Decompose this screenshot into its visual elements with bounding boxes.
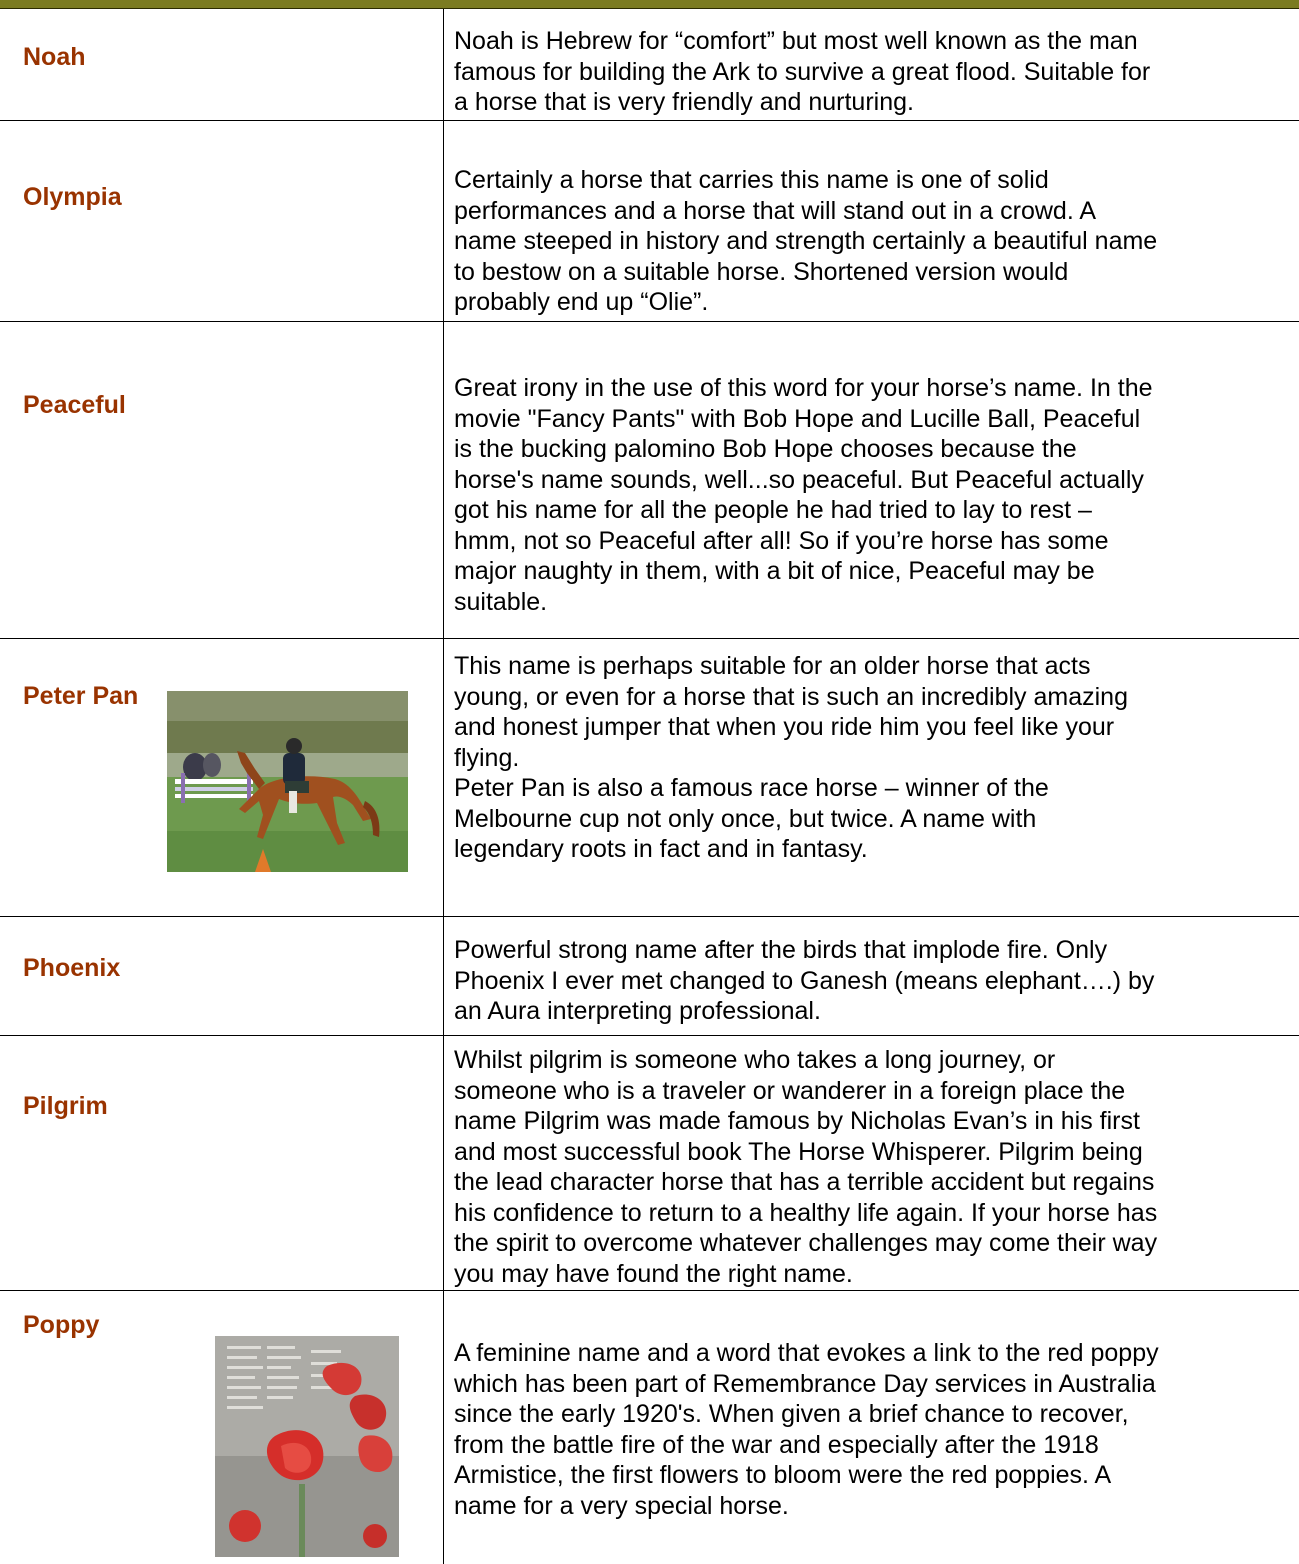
description-line: famous for building the Ark to survive a great flood. Suitable for [454,57,1151,86]
red-poppy-memorial-photo [215,1336,399,1557]
description-line: This name is perhaps suitable for an older horse that acts [454,652,1091,680]
horse-photo-illustration [167,691,408,872]
description-line: Armistice, the first flowers to bloom were the red poppies. A [454,1461,1112,1489]
description-line: hmm, not so Peaceful after all! So if you’re horse has some [454,526,1109,555]
horse-name-pilgrim: Pilgrim [23,1092,108,1120]
description-line: Certainly a horse that carries this name is one of solid [454,166,1049,194]
description-line: major naughty in them, with a bit of nice, Peaceful may be [454,557,1095,585]
description-olympia [454,165,1294,318]
description-line: performances and a horse that will stand out in a crowd. A [454,196,1097,225]
description-line: got his name for all the people he had tried to lay to rest – [454,496,1092,524]
description-noah [454,26,1294,118]
horse-name-noah: Noah [23,43,86,71]
horse-name-olympia: Olympia [23,183,122,211]
description-line: from the battle fire of the war and especially after the 1918 [454,1430,1099,1459]
description-line: his confidence to return to a healthy life again. If your horse has [454,1198,1158,1227]
description-poppy [454,1338,1294,1521]
description-line: to bestow on a suitable horse. Shortened version would [454,257,1069,286]
description-line: a horse that is very friendly and nurturing. [454,88,914,116]
description-line: flying. [454,743,520,772]
horse-name-peter-pan: Peter Pan [23,682,139,710]
description-line: since the early 1920's. When given a brief chance to recover, [454,1400,1129,1428]
description-line: Powerful strong name after the birds that implode fire. Only [454,936,1108,964]
description-line: suitable. [454,587,548,616]
description-line: name Pilgrim was made famous by Nicholas Evan’s in his first [454,1107,1140,1135]
poppy-photo-illustration [215,1336,399,1557]
description-line: probably end up “Olie”. [454,288,709,316]
description-line: Noah is Hebrew for “comfort” but most well known as the man [454,27,1138,55]
description-line: Peter Pan is also a famous race horse – winner of the [454,774,1049,802]
description-line: an Aura interpreting professional. [454,997,821,1025]
description-line: you may have found the right name. [454,1259,853,1288]
description-line: A feminine name and a word that evokes a link to the red poppy [454,1339,1159,1367]
description-line: movie "Fancy Pants" with Bob Hope and Lucille Ball, Peaceful [454,404,1141,433]
description-line: Melbourne cup not only once, but twice. A name with [454,804,1037,833]
description-line: and honest jumper that when you ride him you feel like your [454,713,1115,741]
description-line: name for a very special horse. [454,1491,789,1520]
description-line: horse's name sounds, well...so peaceful. But Peaceful actually [454,465,1144,494]
horse-name-phoenix: Phoenix [23,954,121,982]
description-line: name steeped in history and strength certainly a beautiful name [454,227,1158,255]
description-line: the lead character horse that has a terrible accident but regains [454,1168,1155,1196]
description-line: Whilst pilgrim is someone who takes a long journey, or [454,1046,1056,1074]
description-line: Great irony in the use of this word for your horse’s name. In the [454,374,1153,402]
table-top-border [0,0,1299,9]
horse-name-peaceful: Peaceful [23,391,126,419]
description-line: and most successful book The Horse Whisperer. Pilgrim being [454,1137,1143,1166]
description-line: Phoenix I ever met changed to Ganesh (means elephant….) by [454,966,1155,995]
show-jumping-horse-photo [167,691,408,872]
description-pilgrim [454,1045,1294,1289]
description-line: someone who is a traveler or wanderer in a foreign place the [454,1076,1126,1105]
description-line: legendary roots in fact and in fantasy. [454,835,868,863]
description-line: is the bucking palomino Bob Hope chooses because the [454,435,1077,463]
description-peaceful [454,373,1294,617]
description-line: young, or even for a horse that is such an incredibly amazing [454,682,1128,711]
description-peter-pan [454,651,1294,865]
description-phoenix [454,935,1294,1027]
horse-name-poppy: Poppy [23,1311,100,1339]
description-line: the spirit to overcome whatever challenges may come their way [454,1229,1158,1257]
description-line: which has been part of Remembrance Day services in Australia [454,1369,1156,1398]
